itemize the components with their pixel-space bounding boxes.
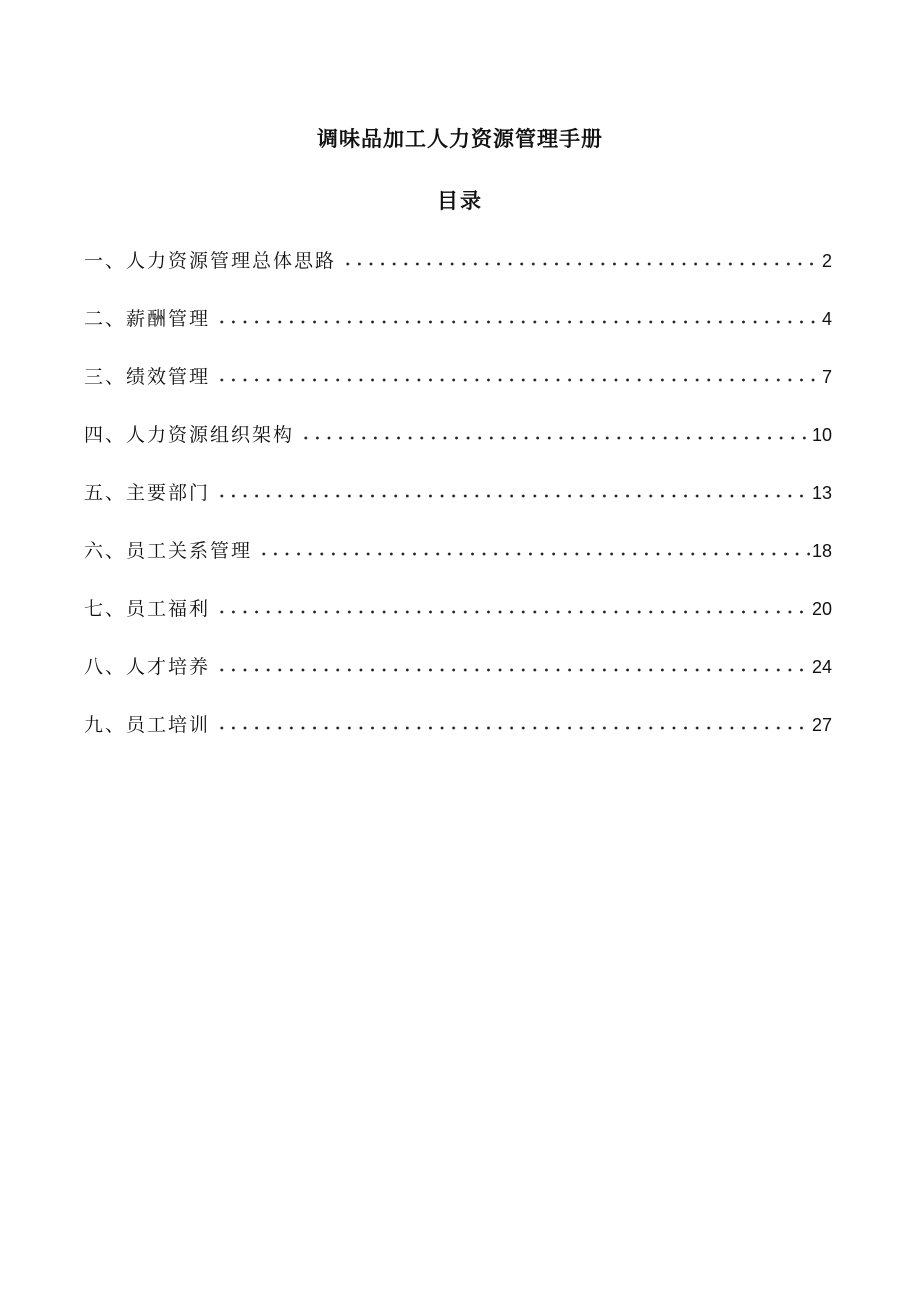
toc-entry-page-number: 7 xyxy=(821,367,832,387)
toc-entry[interactable] xyxy=(84,476,832,534)
toc-heading: 目录 xyxy=(437,188,483,213)
toc-entry-page-number: 10 xyxy=(811,425,832,445)
toc-entry-label: 三、绩效管理 xyxy=(84,366,211,388)
toc-entry-label: 一、人力资源管理总体思路 xyxy=(84,250,337,272)
toc-entry[interactable] xyxy=(84,592,832,650)
toc-entry[interactable] xyxy=(84,708,832,766)
toc-entry[interactable] xyxy=(84,418,832,476)
toc-dot-leader xyxy=(216,610,810,614)
toc-entry-label: 二、薪酬管理 xyxy=(84,308,211,330)
toc-entry-page-number: 24 xyxy=(811,657,832,677)
document-title: 调味品加工人力资源管理手册 xyxy=(317,126,603,151)
toc-dot-leader xyxy=(216,668,810,672)
toc-entry-page-number: 27 xyxy=(811,715,832,735)
toc-dot-leader xyxy=(258,552,810,556)
toc-dot-leader xyxy=(216,494,810,498)
toc-entry-label: 五、主要部门 xyxy=(84,482,211,504)
toc-entry[interactable] xyxy=(84,244,832,302)
toc-entry-label: 九、员工培训 xyxy=(84,714,211,736)
toc-entry-label: 四、人力资源组织架构 xyxy=(84,424,295,446)
toc-dot-leader xyxy=(216,726,810,730)
toc-entry-label: 八、人才培养 xyxy=(84,656,211,678)
toc-dot-leader xyxy=(216,378,820,382)
toc-entry[interactable] xyxy=(84,360,832,418)
toc-entry-label: 七、员工福利 xyxy=(84,598,211,620)
toc-entry[interactable] xyxy=(84,534,832,592)
toc-dot-leader xyxy=(300,436,810,440)
toc-entry-page-number: 13 xyxy=(811,483,832,503)
toc-entry-page-number: 4 xyxy=(821,309,832,329)
table-of-contents xyxy=(84,244,832,766)
toc-entry-page-number: 18 xyxy=(811,541,832,561)
toc-entry[interactable] xyxy=(84,650,832,708)
toc-entry-page-number: 20 xyxy=(811,599,832,619)
toc-dot-leader xyxy=(216,320,820,324)
toc-dot-leader xyxy=(342,262,820,266)
toc-entry-label: 六、员工关系管理 xyxy=(84,540,253,562)
toc-entry[interactable] xyxy=(84,302,832,360)
toc-entry-page-number: 2 xyxy=(821,251,832,271)
